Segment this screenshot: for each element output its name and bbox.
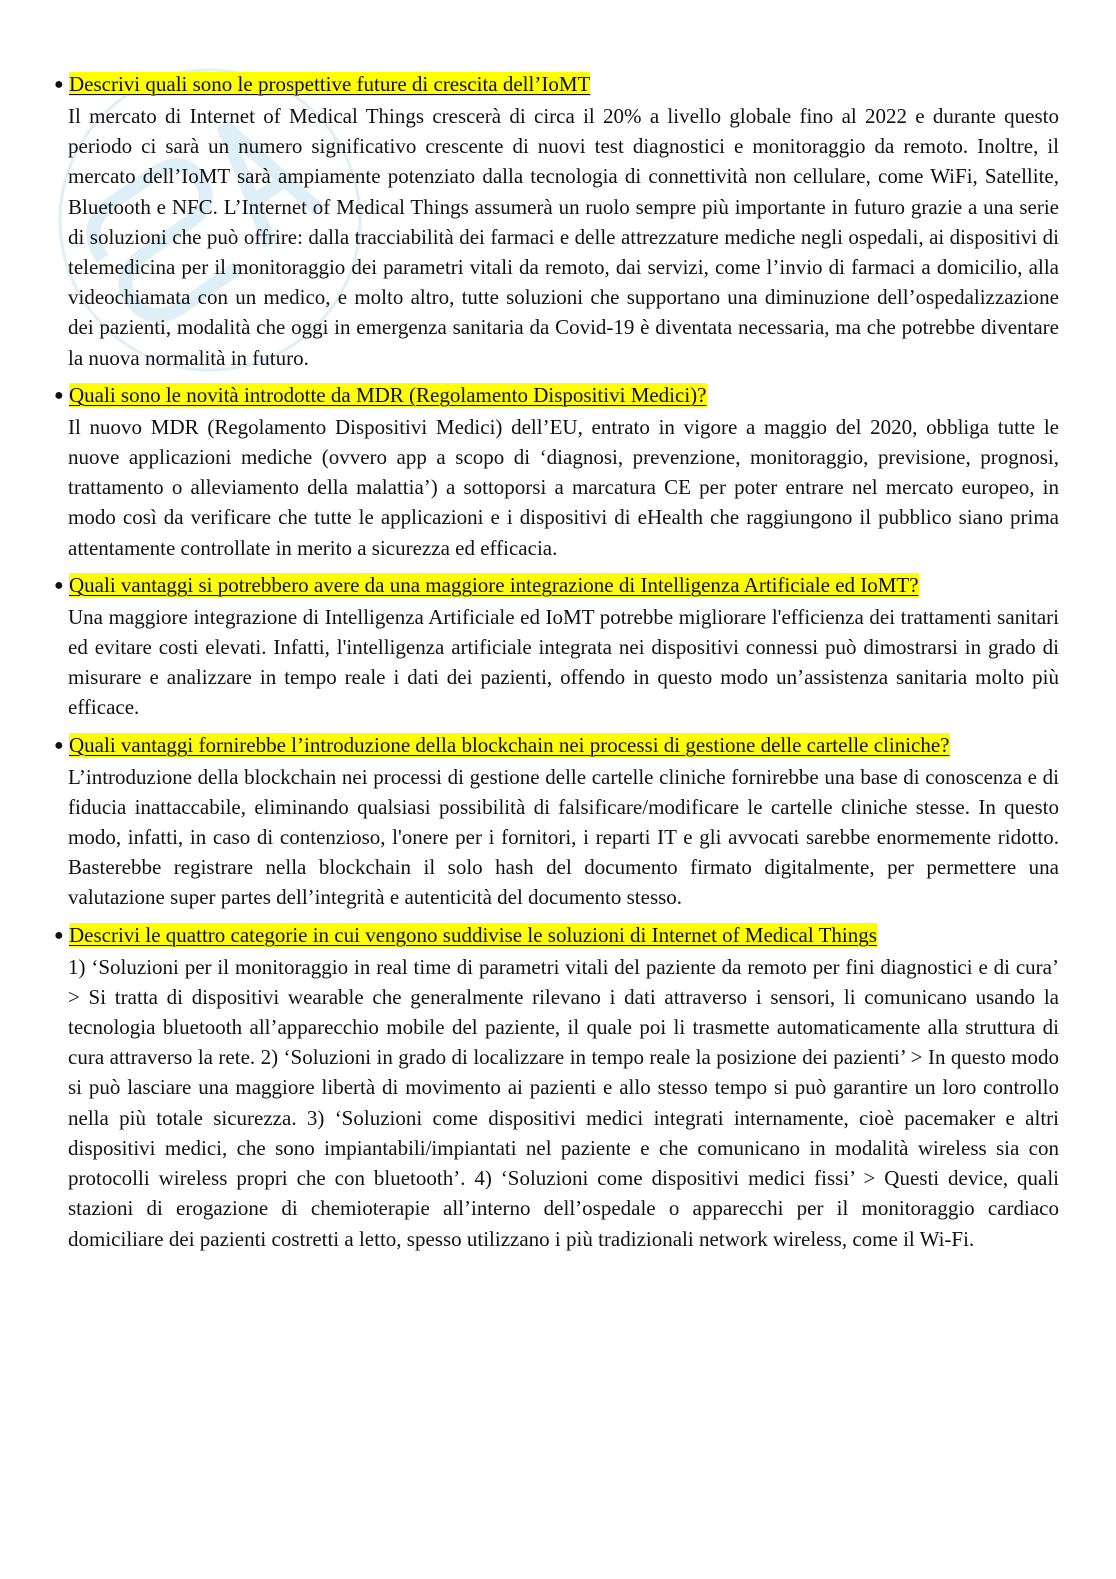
answer-paragraph: Una maggiore integrazione di Intelligenza Artificiale ed IoMT potrebbe migliorare l'efficienza dei trattamenti sanitari ed evitare costi elevati. Infatti, l'intelligenza artificiale integrata nei dispositivi connessi può dimostrarsi in grado di misurare e analizzare in tempo reale i dati dei pazienti, offendo in questo modo un’assistenza sanitaria molto più efficace.	[68, 604, 1059, 720]
qa-section	[53, 731, 1059, 913]
bullet-dot-icon: ●	[54, 736, 64, 754]
answer-paragraph: Il nuovo MDR (Regolamento Dispositivi Medici) dell’EU, entrato in vigore a maggio del 2020, obbliga tutte le nuove applicazioni mediche (ovvero app a scopo di ‘diagnosi, prevenzione, monitoraggio, previsione, prognosi, trattamento o alleviamento della malattia’) a sottoporsi a marcatura CE per poter entrare nel mercato europeo, in modo così da verificare che tutte le applicazioni e i dispositivi di eHealth che raggiungono il pubblico siano prima attentamente controllate in merito a sicurezza ed efficacia.	[68, 414, 1059, 560]
question-text: Quali vantaggi fornirebbe l’introduzione della blockchain nei processi di gestione delle cartelle cliniche?	[69, 732, 950, 757]
answer-paragraph: L’introduzione della blockchain nei processi di gestione delle cartelle cliniche fornirebbe una base di conoscenza e di fiducia inattaccabile, eliminando qualsiasi possibilità di falsificare/modificare le cartelle cliniche stesse. In questo modo, infatti, in caso di contenzioso, l'onere per i fornitori, i reparti IT e gli avvocati sarebbe enormemente ridotto. Basterebbe registrare nella blockchain il solo hash del documento firmato digitalmente, per permettere una valutazione super partes dell’integrità e autenticità del documento stesso.	[68, 764, 1059, 910]
bullet-dot-icon: ●	[54, 386, 64, 404]
qa-section	[53, 70, 1059, 373]
bullet-dot-icon: ●	[54, 926, 64, 944]
question-text: Descrivi quali sono le prospettive future di crescita dell’IoMT	[69, 72, 591, 96]
qa-section	[53, 921, 1059, 1254]
qa-list	[53, 70, 1059, 1262]
question-text: Quali vantaggi si potrebbero avere da una maggiore integrazione di Intelligenza Artificiale ed IoMT?	[69, 572, 919, 597]
question-text: Quali sono le novità introdotte da MDR (Regolamento Dispositivi Medici)?	[69, 382, 707, 407]
answer-paragraph: 1) ‘Soluzioni per il monitoraggio in real time di parametri vitali del paziente da remoto per fini diagnostici e di cura’ > Si tratta di dispositivi wearable che generalmente rilevano i dati attraverso i sensori, li comunicano usando la tecnologia bluetooth all’apparecchio mobile del paziente, il quale poi li trasmette automaticamente alla struttura di cura attraverso la rete. 2) ‘Soluzioni in grado di localizzare in tempo reale la posizione dei pazienti’ > In questo modo si può lasciare una maggiore libertà di movimento ai pazienti e allo stesso tempo si può garantire un loro controllo nella più totale sicurezza. 3) ‘Soluzioni come dispositivi medici integrati internamente, cioè pacemaker e altri dispositivi medici, che sono impiantabili/impiantati nel paziente e che comunicano in modalità wireless sia con protocolli wireless propri che con bluetooth’. 4) ‘Soluzioni come dispositivi medici fissi’ > Questi device, quali stazioni di erogazione di chemioterapie all’interno dell’ospedale o apparecchi per il monitoraggio cardiaco domiciliare dei pazienti costretti a letto, spesso utilizzano i più tradizionali network wireless, come il Wi-Fi.	[68, 954, 1059, 1251]
question-heading	[53, 70, 1059, 99]
qa-section	[53, 381, 1059, 563]
question-heading	[53, 731, 1059, 760]
bullet-dot-icon: ●	[54, 576, 64, 594]
qa-section	[53, 571, 1059, 723]
question-heading	[53, 921, 1059, 950]
bullet-dot-icon: ●	[54, 76, 64, 93]
question-heading	[53, 571, 1059, 600]
answer-paragraph: Il mercato di Internet of Medical Things crescerà di circa il 20% a livello globale fino al 2022 e durante questo periodo ci sarà un numero significativo crescente di nuovi test diagnostici e monitoraggio da remoto. Inoltre, il mercato dell’IoMT sarà ampiamente potenziato dalla tecnologia di connettività non cellulare, come WiFi, Satellite, Bluetooth e NFC. L’Internet of Medical Things assumerà un ruolo sempre più importante in futuro grazie a una serie di soluzioni che può offrire: dalla tracciabilità dei farmaci e delle attrezzature mediche negli ospedali, ai dispositivi di telemedicina per il monitoraggio dei parametri vitali da remoto, dai servizi, come l’invio di farmaci a domicilio, alla videochiamata con un medico, e molto altro, tutte soluzioni che supportano una diminuzione dell’ospedalizzazione dei pazienti, modalità che oggi in emergenza sanitaria da Covid-19 è diventata necessaria, ma che potrebbe diventare la nuova normalità in futuro.	[68, 104, 1059, 370]
question-text: Descrivi le quattro categorie in cui vengono suddivise le soluzioni di Internet of Medical Things	[69, 922, 877, 947]
question-heading	[53, 381, 1059, 410]
